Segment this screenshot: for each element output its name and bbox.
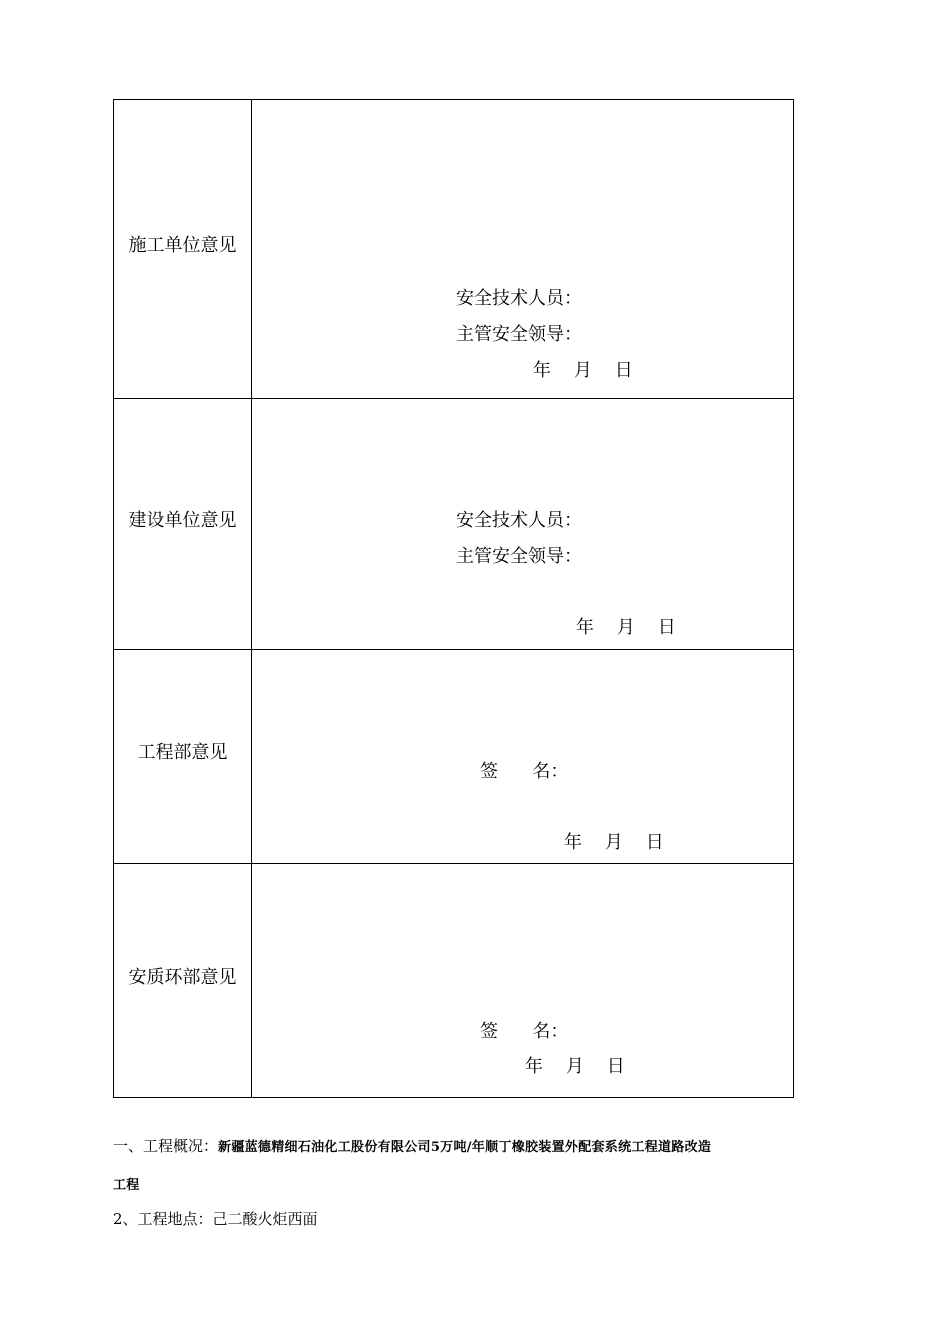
tech-staff-label: 安全技术人员： [456,288,582,309]
row-engineering-dept [114,649,793,863]
label-cell [114,100,252,398]
location-text: 2、工程地点：己二酸火炬西面 [113,1210,318,1228]
date-line: 年 月 日 [525,1056,625,1077]
row-label: 施工单位意见 [128,235,237,256]
location-line [113,1208,318,1229]
tech-staff-label: 安全技术人员： [456,510,582,531]
date-line: 年 月 日 [564,832,664,853]
row-hse-dept [114,863,793,1097]
date-line: 年 月 日 [533,360,633,381]
label-cell [114,650,252,863]
safety-leader-label: 主管安全领导： [456,546,582,567]
row-construction-unit [114,100,793,398]
overview-line [113,1135,711,1156]
date-line: 年 月 日 [576,617,676,638]
overview-label: 一、工程概况： [113,1137,219,1155]
label-cell [114,399,252,649]
signature-label: 签 名： [480,1021,569,1042]
signature-label: 签 名： [480,761,569,782]
row-label: 工程部意见 [137,742,228,763]
overview-cont: 工程 [113,1178,140,1193]
overview-continuation [113,1174,140,1193]
row-label: 安质环部意见 [128,967,237,988]
content-cell [252,650,793,863]
row-label: 建设单位意见 [128,510,237,531]
safety-leader-label: 主管安全领导： [456,324,582,345]
opinion-form-table [113,99,794,1098]
content-cell [252,100,793,398]
content-cell [252,864,793,1097]
label-cell [114,864,252,1097]
overview-value: 新疆蓝德精细石油化工股份有限公司5万吨/年顺丁橡胶装置外配套系统工程道路改造 [218,1140,712,1155]
row-owner-unit [114,398,793,649]
content-cell [252,399,793,649]
